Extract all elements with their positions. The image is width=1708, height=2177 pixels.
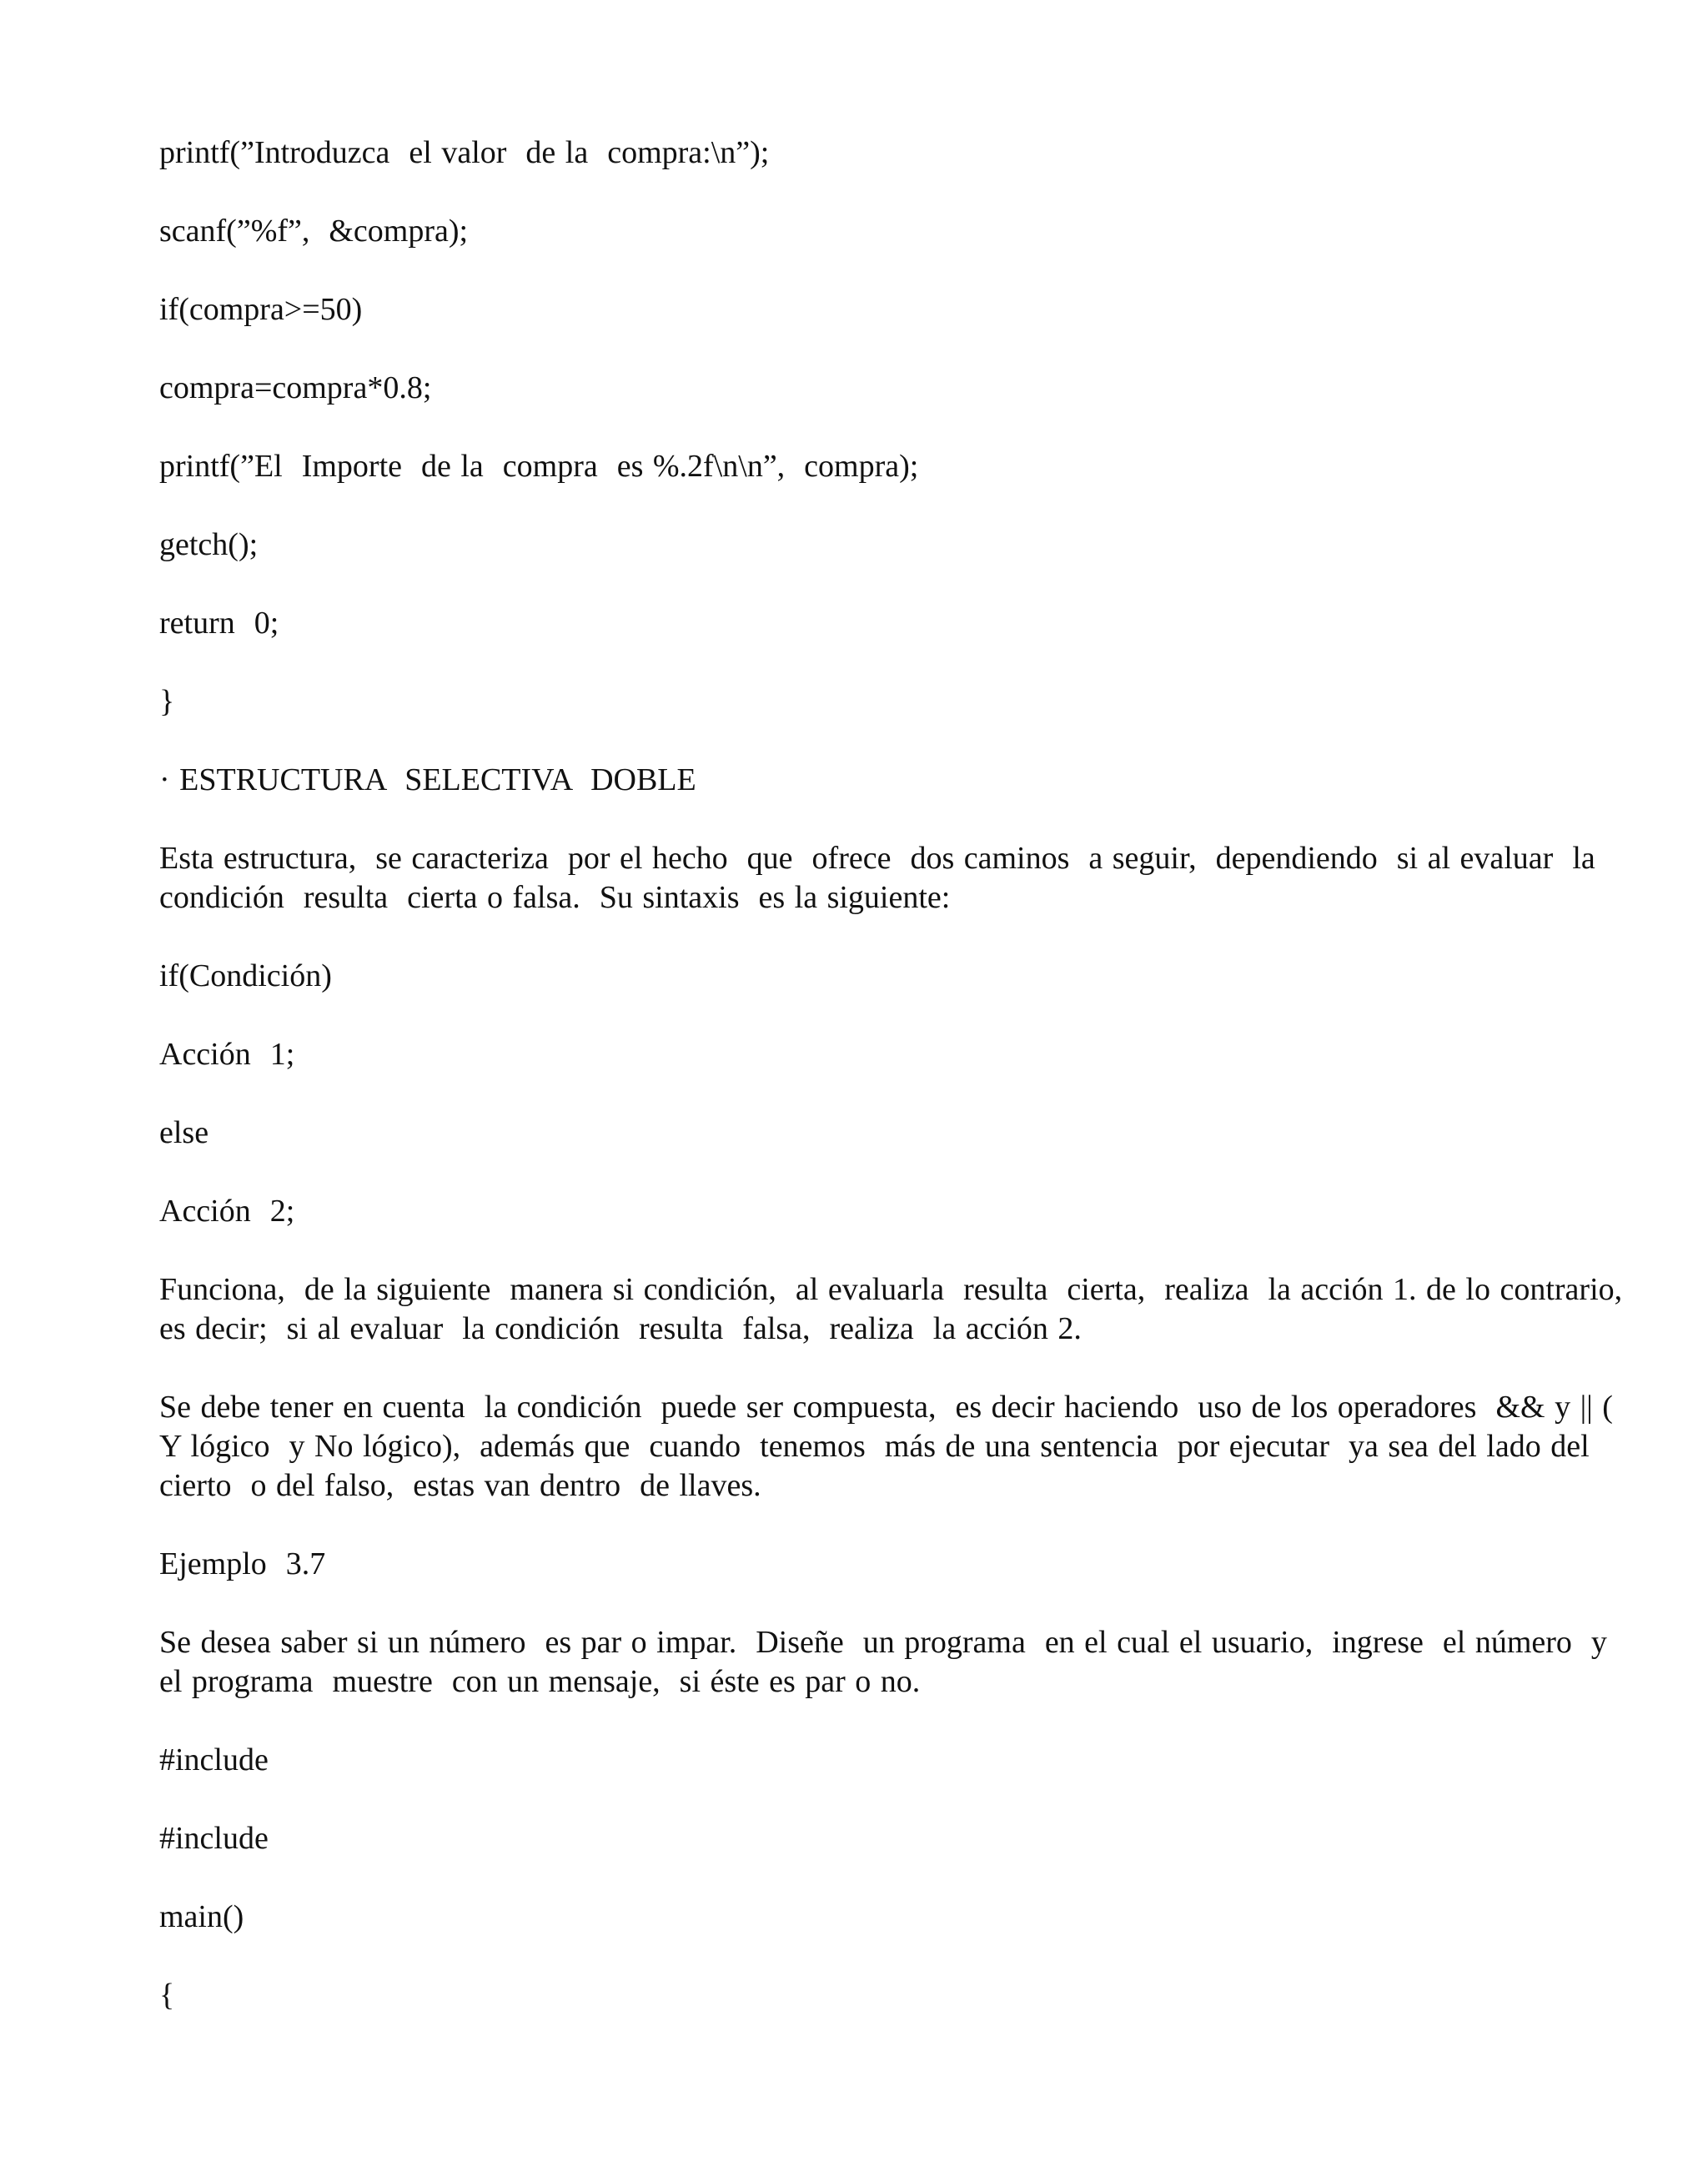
code-line-open-brace: { [159,1978,175,2013]
explanation-paragraph-2: Se debe tener en cuenta la condición puede ser compuesta, es decir haciendo uso de los operadores && y || ( Y lógico y No lógico), además que cuando tenemos más de una sentencia por ejecutar ya sea del lado del cierto o del falso, estas van dentro de llaves. [159,1390,1622,1503]
code-line-if-compra: if(compra>=50) [159,292,363,327]
example-paragraph: Se desea saber si un número es par o impar. Diseñe un programa en el cual el usuario, ingrese el número y el programa muestre con un mensaje, si éste es par o no. [159,1625,1617,1699]
code-line-main: main() [159,1899,244,1934]
code-line-getch: getch(); [159,527,259,562]
section-heading: · ESTRUCTURA SELECTIVA DOBLE [159,762,696,797]
code-line-compra-assign: compra=compra*0.8; [159,370,432,405]
example-label: Ejemplo 3.7 [159,1546,326,1581]
syntax-line-else: else [159,1115,209,1150]
code-line-include-1: #include [159,1742,269,1777]
code-line-printf-introduzca: printf(”Introduzca el valor de la compra:\n”); [159,135,770,170]
code-line-printf-importe: printf(”El Importe de la compra es %.2f\n\n”, compra); [159,449,919,484]
code-line-close-brace: } [159,684,175,719]
syntax-line-accion-2: Acción 2; [159,1194,295,1229]
syntax-line-if: if(Condición) [159,958,332,993]
intro-paragraph: Esta estructura, se caracteriza por el hecho que ofrece dos caminos a seguir, dependiendo si al evaluar la condición resulta cierta o falsa. Su sintaxis es la siguiente: [159,841,1605,915]
explanation-paragraph-1: Funciona, de la siguiente manera si condición, al evaluarla resulta cierta, realiza la acción 1. de lo contrario, es decir; si al evaluar la condición resulta falsa, realiza la acción 2. [159,1272,1632,1346]
syntax-line-accion-1: Acción 1; [159,1037,295,1072]
code-line-scanf: scanf(”%f”, &compra); [159,214,469,249]
code-line-return: return 0; [159,606,279,641]
code-line-include-2: #include [159,1821,269,1856]
